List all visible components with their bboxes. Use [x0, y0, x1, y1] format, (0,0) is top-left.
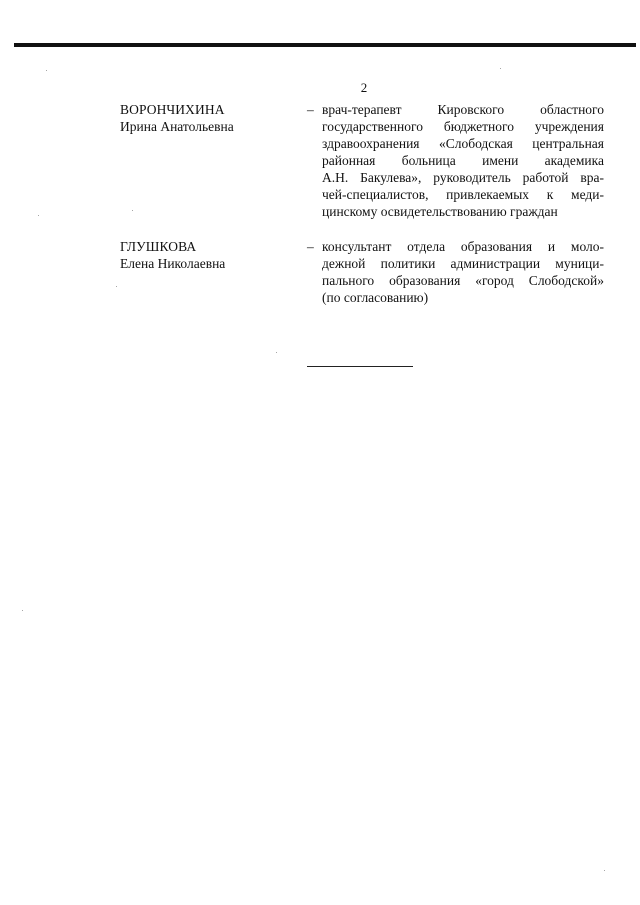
member-name-block: [120, 101, 300, 135]
description-line: пального образования «город Слободской»: [322, 273, 604, 288]
scan-speck: [116, 286, 117, 287]
end-of-list-rule: [307, 366, 413, 367]
description-line: государственного бюджетного учреждения: [322, 119, 604, 134]
entry-dash: –: [307, 239, 314, 254]
scan-speck: [46, 70, 47, 71]
description-line: здравоохранения «Слободская центральная: [322, 136, 604, 151]
description-line: дежной политики администрации муници-: [322, 256, 604, 271]
member-surname: ВОРОНЧИХИНА: [120, 102, 225, 117]
description-line: цинскому освидетельствованию граждан: [322, 204, 558, 219]
member-surname: ГЛУШКОВА: [120, 239, 197, 254]
description-line: консультант отдела образования и моло-: [322, 239, 604, 254]
member-position-description: [322, 238, 604, 306]
scan-speck: [500, 68, 501, 69]
entry-dash: –: [307, 102, 314, 117]
description-line: (по согласованию): [322, 290, 429, 305]
scan-speck: [132, 210, 133, 211]
scan-speck: [22, 610, 23, 611]
description-line: врач-терапевт Кировского областного: [322, 102, 604, 117]
header-rule: [14, 43, 636, 47]
description-line: чей-специалистов, привлекаемых к меди-: [322, 187, 604, 202]
member-given-names: Елена Николаевна: [120, 256, 226, 271]
page-number: 2: [360, 80, 368, 95]
description-line: районная больница имени академика: [322, 153, 604, 168]
scan-speck: [604, 870, 605, 871]
scan-speck: [276, 352, 277, 353]
scan-speck: [38, 215, 39, 216]
member-position-description: [322, 101, 604, 220]
description-line: А.Н. Бакулева», руководитель работой вра-: [322, 170, 604, 185]
member-given-names: Ирина Анатольевна: [120, 119, 234, 134]
member-name-block: [120, 238, 300, 272]
